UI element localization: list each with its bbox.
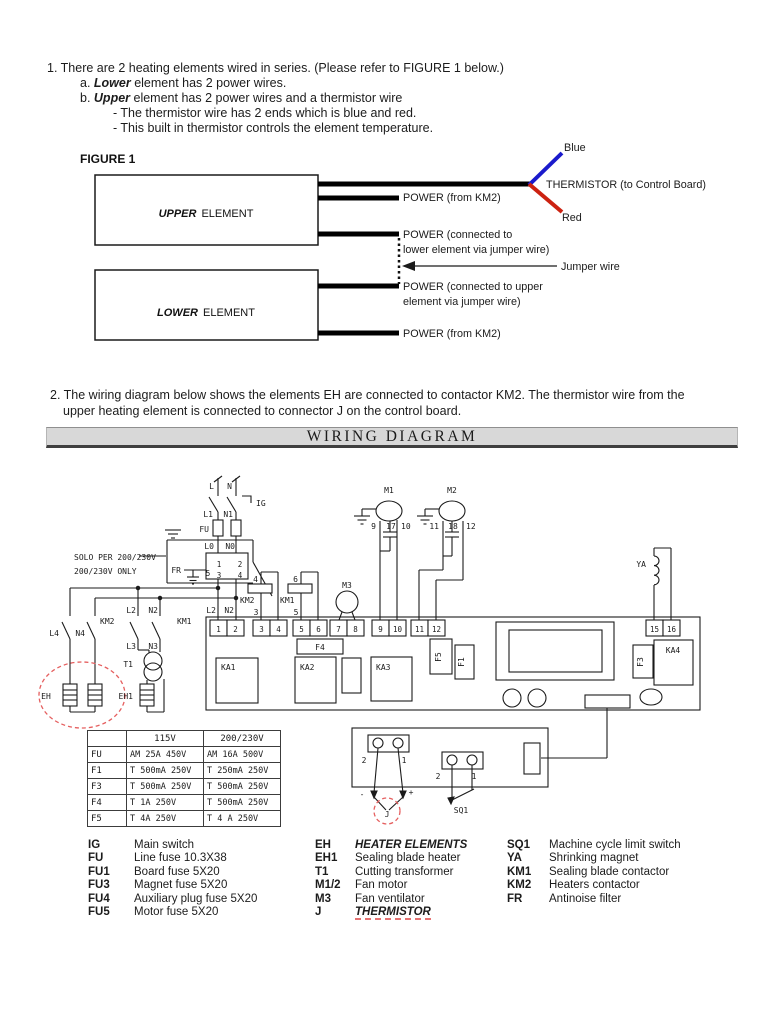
board-connector	[585, 695, 630, 708]
legend-value: Shrinking magnet	[549, 852, 639, 865]
legend-key: T1	[315, 865, 329, 878]
legend-key: IG	[88, 839, 101, 851]
fuse-rating-table	[87, 730, 281, 827]
terminal-12: 12	[431, 625, 442, 634]
dash-2-text: - This built in thermistor controls the element temperature.	[113, 121, 434, 135]
solo-per-label: SOLO PER 200/230V	[74, 553, 156, 562]
main-switch-label: IG	[256, 499, 266, 508]
paragraph-2-line-1: 2. The wiring diagram below shows the elements EH are connected to contactor KM2. The thermistor wire from the	[50, 388, 685, 402]
fuse-230v-value: AM 16A 500V	[204, 747, 281, 763]
power-to-upper-label-1: POWER (connected to upper	[403, 281, 543, 293]
legend-value: Sealing blade heater	[355, 852, 461, 865]
legend-row-j	[315, 906, 467, 919]
legend-value: Heaters contactor	[549, 879, 640, 892]
minus-mark: -	[359, 790, 365, 799]
legend-row-fu3	[88, 879, 257, 892]
legend-row-km1	[507, 866, 681, 879]
terminal-7: 7	[336, 625, 341, 634]
ka1-label: KA1	[221, 663, 236, 672]
line-b-rest: element has 2 power wires and a thermistor wire	[130, 91, 403, 105]
heater-highlight-ellipse	[39, 662, 125, 728]
km1-coil-top-label: 6	[293, 575, 298, 584]
fuse-header-230v: 200/230V	[204, 731, 281, 747]
terminal-10: 10	[392, 625, 403, 634]
fan-motor-m2	[417, 501, 465, 620]
km1-coil-bottom-label: 5	[293, 608, 299, 617]
terminal-4: 4	[276, 625, 281, 634]
legend-column-3	[507, 839, 681, 906]
l3-label: L3	[126, 642, 136, 651]
legend-row-m12	[315, 879, 467, 892]
legend-key: FU	[88, 852, 104, 865]
m3-label: M3	[342, 581, 352, 590]
fuse-row-f4	[88, 795, 281, 811]
line-b-bold: Upper	[93, 91, 131, 105]
shrinking-magnet-ya	[654, 548, 671, 620]
n3-label: N3	[148, 642, 158, 651]
spare-relay	[342, 658, 361, 693]
line-a-prefix: a.	[80, 76, 94, 90]
km1-coil-label: KM1	[280, 596, 295, 605]
legend-key: FR	[507, 892, 523, 905]
legend-row-eh1	[315, 852, 467, 865]
fuse-row-fu	[88, 747, 281, 763]
fr-label: FR	[171, 566, 181, 575]
terminal-3: 3	[259, 625, 264, 634]
plus-mark: +	[408, 788, 414, 797]
fuse-230v-value: T 500mA 250V	[204, 779, 281, 795]
terminal-9: 9	[378, 625, 383, 634]
km2-coil-bottom-label: 3	[253, 608, 259, 617]
l4-label: L4	[49, 629, 59, 638]
f4-label: F4	[315, 643, 325, 652]
fuse-230v-value: T 250mA 250V	[204, 763, 281, 779]
legend-row-ya	[507, 852, 681, 865]
legend-value: HEATER ELEMENTS	[355, 839, 468, 851]
legend-row-fr	[507, 893, 681, 906]
legend-column-2	[315, 839, 467, 919]
legend-key: FU4	[88, 892, 110, 905]
list-dash-1	[113, 106, 747, 121]
l0-label: L0	[204, 542, 214, 551]
power-from-km2-upper-label: POWER (from KM2)	[403, 192, 501, 204]
ya-label: YA	[636, 560, 646, 569]
legend-row-sq1	[507, 839, 681, 852]
jumper-arrow	[402, 261, 557, 271]
legend-key: KM2	[507, 879, 532, 892]
legend-key: FU5	[88, 906, 110, 919]
fuse-name: F5	[88, 811, 127, 827]
line-l-label: L	[209, 482, 214, 491]
red-wire-label: Red	[562, 212, 582, 224]
terminal-strip-right	[646, 620, 680, 636]
m1-lead-9: 9	[371, 522, 376, 531]
aux-board-plug	[524, 743, 540, 774]
board-button-1	[503, 689, 521, 707]
list-line-b	[80, 91, 747, 106]
legend-key: M1/2	[315, 879, 341, 892]
km2-contact-label: KM2	[100, 617, 115, 626]
legend-value: Magnet fuse 5X20	[134, 879, 228, 892]
only-label: 200/230V ONLY	[74, 567, 137, 576]
l2-branch-label: L2	[126, 606, 136, 615]
thermistor-connector	[368, 735, 409, 810]
m2-lead-11: 11	[429, 522, 439, 531]
n4-label: N4	[75, 629, 85, 638]
m1-lead-17: 17	[386, 522, 396, 531]
legend-value: Cutting transformer	[355, 865, 454, 878]
m2-lead-18: 18	[448, 522, 458, 531]
lower-element-label: LOWER ELEMENT	[157, 307, 255, 319]
km2-coil-top-label: 4	[253, 575, 258, 584]
power-from-km2-lower-label: POWER (from KM2)	[403, 328, 501, 340]
power-to-lower-label-1: POWER (connected to	[403, 229, 513, 241]
legend-row-m3	[315, 893, 467, 906]
terminal-11: 11	[414, 625, 425, 634]
fuse-115v-value: T 500mA 250V	[127, 763, 204, 779]
instruction-list-1	[47, 61, 747, 136]
eh1-label: EH1	[118, 692, 133, 701]
power-to-upper-label-2: element via jumper wire)	[403, 296, 521, 308]
board-buzzer	[640, 689, 662, 705]
fuse-115v-value: T 4A 250V	[127, 811, 204, 827]
terminal-8: 8	[353, 625, 358, 634]
earth-symbol-top	[165, 530, 181, 538]
legend-value: Board fuse 5X20	[134, 865, 220, 878]
l2-board-label: L2	[206, 606, 216, 615]
n1-label: N1	[223, 510, 233, 519]
n0-label: N0	[225, 542, 235, 551]
fr-terminal-2: 2	[237, 560, 243, 569]
legend-key: EH	[315, 839, 331, 851]
legend-key: M3	[315, 892, 331, 905]
legend-value: Antinoise filter	[549, 892, 622, 905]
legend-key: KM1	[507, 865, 532, 878]
fr-terminal-4: 4	[237, 571, 243, 580]
legend-value: Auxiliary plug fuse 5X20	[134, 892, 258, 905]
fuse-115v-value: AM 25A 450V	[127, 747, 204, 763]
distribution-rails	[70, 586, 238, 599]
wiring-diagram-banner	[46, 427, 738, 448]
legend-row-fu5	[88, 906, 257, 919]
legend-row-t1	[315, 866, 467, 879]
terminal-strip	[210, 620, 445, 636]
ka4-label: KA4	[665, 646, 681, 655]
terminal-15: 15	[649, 625, 660, 634]
legend-value: Line fuse 10.3X38	[134, 852, 227, 865]
fuse-name: F4	[88, 795, 127, 811]
list-line-a	[80, 76, 747, 91]
fr-terminal-3: 3	[216, 571, 222, 580]
blue-wire-label: Blue	[564, 142, 586, 154]
fu-fuse-label: FU	[199, 525, 209, 534]
legend-row-eh	[315, 839, 467, 852]
board-link-wire	[541, 708, 607, 758]
fuse-115v-value: T 1A 250V	[127, 795, 204, 811]
power-wires	[318, 184, 530, 333]
legend-column-1	[88, 839, 257, 919]
legend-value: THERMISTOR	[355, 906, 431, 919]
fuse-header-115v: 115V	[127, 731, 204, 747]
display-outer	[496, 622, 614, 680]
terminal-5: 5	[299, 625, 304, 634]
fuse-name: F1	[88, 763, 127, 779]
terminal-2: 2	[233, 625, 238, 634]
fuse-header-empty	[88, 731, 127, 747]
sq1-pin-1: 1	[471, 772, 477, 781]
fuse-table-header-row	[88, 731, 281, 747]
legend-key: J	[315, 906, 322, 919]
fan-motor-m1	[354, 501, 402, 620]
fr-terminal-1: 1	[216, 560, 222, 569]
dash-1-text: - The thermistor wire has 2 ends which is blue and red.	[113, 106, 417, 120]
legend-key: SQ1	[507, 839, 531, 851]
legend-value: Main switch	[134, 839, 195, 851]
thermistor-pin-2: 2	[361, 756, 367, 765]
l1-label: L1	[203, 510, 213, 519]
upper-element-label: UPPER ELEMENT	[158, 208, 254, 220]
t1-label: T1	[123, 660, 133, 669]
legend-key: EH1	[315, 852, 338, 865]
line-a-bold: Lower	[93, 76, 131, 90]
legend-row-fu	[88, 852, 257, 865]
limit-switch-connector	[442, 752, 483, 804]
fuse-row-f1	[88, 763, 281, 779]
figure1-diagram	[0, 130, 781, 365]
m1-label: M1	[384, 486, 394, 495]
power-to-lower-label-2: lower element via jumper wire)	[403, 244, 550, 256]
fan-ventilator-m3	[336, 591, 358, 620]
line-b-prefix: b.	[80, 91, 94, 105]
n2-branch-label: N2	[148, 606, 158, 615]
display-inner	[509, 630, 602, 672]
terminal-6: 6	[316, 625, 321, 634]
thermistor-pin-1: 1	[401, 756, 407, 765]
fuse-name: FU	[88, 747, 127, 763]
line-n-label: N	[227, 482, 232, 491]
heater-branch	[62, 588, 102, 712]
thermistor-j-label: J	[384, 810, 390, 819]
fuse-row-f5	[88, 811, 281, 827]
paragraph-2-line-2: upper heating element is connected to connector J on the control board.	[63, 403, 462, 418]
upper-element-box	[95, 175, 318, 245]
legend-value: Fan ventilator	[355, 892, 425, 905]
ka3-label: KA3	[376, 663, 391, 672]
fuse-230v-value: T 4 A 250V	[204, 811, 281, 827]
figure1-title: FIGURE 1	[80, 152, 136, 166]
line-a-rest: element has 2 power wires.	[130, 76, 287, 90]
km1-contact-label: KM1	[177, 617, 192, 626]
n2-board-label: N2	[224, 606, 234, 615]
jumper-wire-label: Jumper wire	[561, 261, 620, 273]
thermistor-label: THERMISTOR (to Control Board)	[546, 179, 706, 191]
f3-label: F3	[636, 657, 645, 667]
terminal-16: 16	[666, 625, 677, 634]
m2-lead-12: 12	[466, 522, 476, 531]
km2-coil-label: KM2	[240, 596, 255, 605]
legend-value: Machine cycle limit switch	[549, 839, 681, 851]
terminal-1: 1	[216, 625, 221, 634]
sq1-pin-2: 2	[435, 772, 441, 781]
ka2-label: KA2	[300, 663, 315, 672]
fuse-230v-value: T 500mA 250V	[204, 795, 281, 811]
sq1-label: SQ1	[453, 806, 469, 815]
f1-label: F1	[457, 657, 466, 667]
board-button-2	[528, 689, 546, 707]
fr-terminal-5: 5	[205, 569, 211, 578]
lower-element-box	[95, 270, 318, 340]
fuse-name: F3	[88, 779, 127, 795]
banner-title: WIRING DIAGRAM	[306, 428, 478, 445]
fuse-row-f3	[88, 779, 281, 795]
line-1-text: 1. There are 2 heating elements wired in series. (Please refer to FIGURE 1 below.)	[47, 61, 504, 75]
legend-key: FU3	[88, 879, 110, 892]
eh-label: EH	[41, 692, 51, 701]
m2-label: M2	[447, 486, 457, 495]
legend-key: YA	[507, 852, 522, 865]
legend-value: Fan motor	[355, 879, 408, 892]
legend-row-fu1	[88, 866, 257, 879]
legend-value: Sealing blade contactor	[549, 865, 670, 878]
legend-key: FU1	[88, 865, 110, 878]
fuse-115v-value: T 500mA 250V	[127, 779, 204, 795]
legend-row-fu4	[88, 893, 257, 906]
f5-label: F5	[434, 652, 443, 662]
m1-lead-10: 10	[401, 522, 411, 531]
legend-value: Motor fuse 5X20	[134, 906, 219, 919]
list-line-1	[47, 61, 747, 76]
instruction-paragraph-2	[50, 388, 750, 419]
legend-row-km2	[507, 879, 681, 892]
legend-row-ig	[88, 839, 257, 852]
